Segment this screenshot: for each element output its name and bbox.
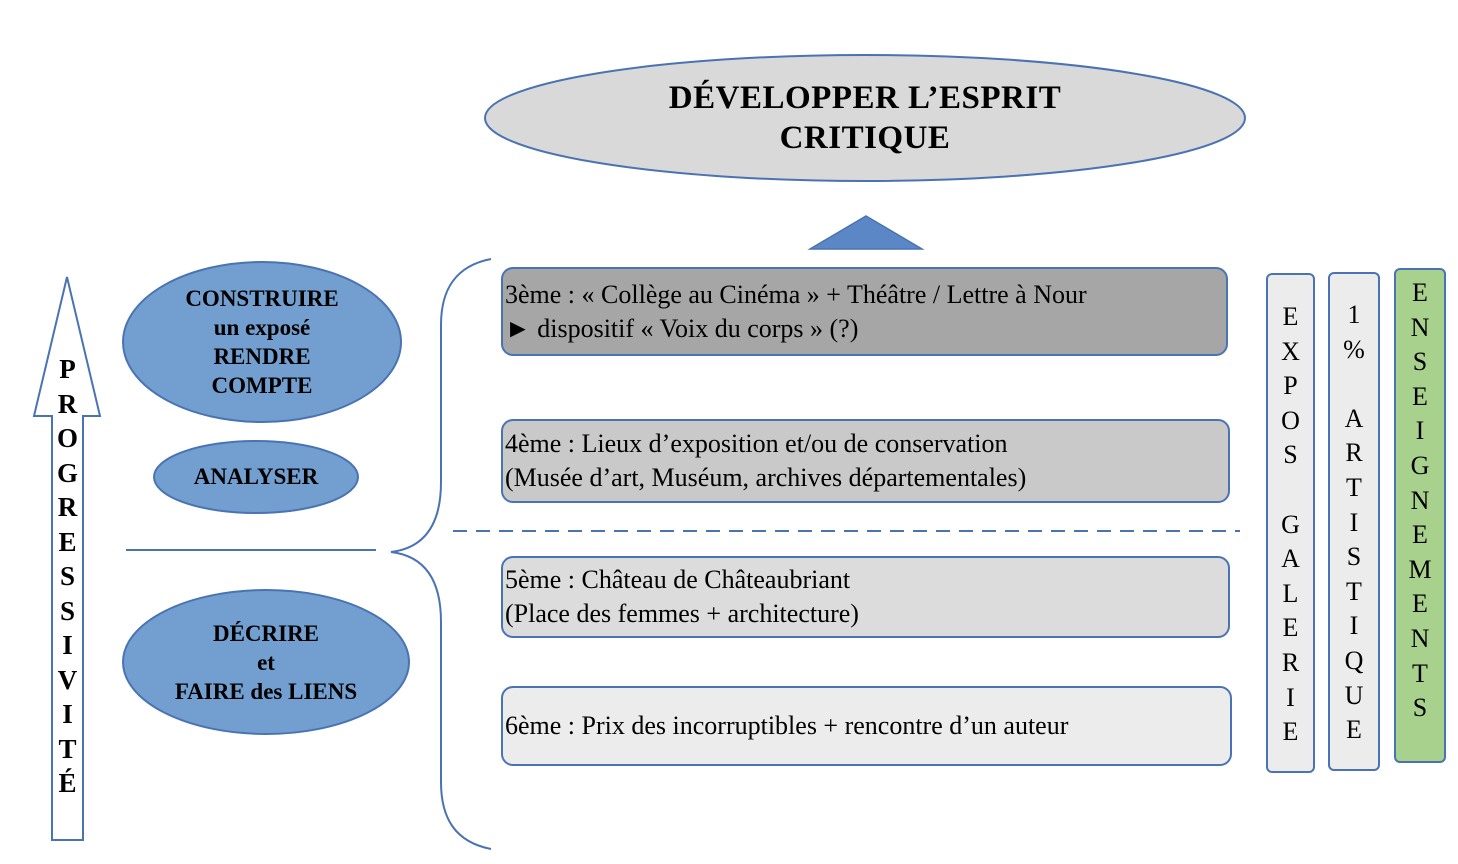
level-box-6eme: [501, 686, 1232, 766]
progression-letter: T: [58, 733, 77, 764]
title-line-1: DÉVELOPPER L’ESPRIT: [668, 80, 1062, 116]
progression-letter: I: [62, 699, 73, 729]
level-box-4eme: [501, 419, 1230, 503]
decrire-line-3: FAIRE des LIENS: [174, 679, 358, 704]
artistique-letter: T: [1346, 472, 1362, 502]
artistique-letter: T: [1346, 576, 1362, 606]
construire-line-1: CONSTRUIRE: [185, 286, 339, 311]
expos-galerie-letter: P: [1283, 371, 1298, 401]
expos-galerie-letter: L: [1282, 578, 1299, 608]
artistique-label: [1328, 298, 1380, 748]
artistique-letter: A: [1344, 403, 1364, 433]
enseignements-letter: T: [1412, 658, 1428, 688]
enseignements-letter: E: [1412, 381, 1428, 411]
expos-galerie-letter: E: [1282, 613, 1299, 643]
expos-galerie-letter: [1287, 473, 1294, 508]
progression-letter: R: [57, 492, 78, 522]
enseignements-letter: N: [1410, 485, 1430, 515]
expos-galerie-letter: R: [1281, 647, 1300, 677]
enseignements-letter: E: [1412, 278, 1428, 307]
expos-galerie-letter: X: [1281, 336, 1300, 366]
progression-letter: E: [58, 526, 77, 557]
artistique-letter: U: [1344, 680, 1364, 710]
construire-line-3: RENDRE: [213, 344, 311, 369]
enseignements-letter: N: [1410, 312, 1430, 342]
level-6eme-line-1: 6ème : Prix des incorruptibles + rencontre d’un auteur: [505, 711, 1069, 740]
artistique-letter: %: [1343, 334, 1365, 364]
expos-galerie-letter: A: [1281, 544, 1300, 574]
progression-letter: S: [59, 561, 76, 591]
progression-letter: R: [57, 388, 78, 419]
artistique-letter: I: [1349, 507, 1359, 537]
level-3eme-line-2: ► dispositif « Voix du corps » (?): [505, 313, 859, 343]
construire-line-4: COMPTE: [211, 373, 313, 398]
level-box-5eme: [501, 556, 1230, 638]
artistique-letter: E: [1346, 715, 1362, 745]
construire-label: [123, 284, 401, 400]
artistique-letter: Q: [1344, 645, 1364, 675]
progression-letter: É: [58, 768, 77, 798]
artistique-letter: 1: [1347, 300, 1361, 329]
expos-galerie-letter: G: [1281, 509, 1300, 539]
progression-letter: I: [62, 630, 73, 660]
title-line-2: CRITIQUE: [779, 120, 951, 156]
expos-galerie-label: [1266, 300, 1315, 750]
progression-label: [52, 352, 83, 801]
enseignements-letter: N: [1410, 623, 1430, 653]
enseignements-letter: S: [1412, 693, 1428, 723]
enseignements-letter: S: [1412, 347, 1428, 377]
construire-line-2: un exposé: [213, 315, 311, 340]
enseignements-letter: G: [1410, 450, 1430, 480]
expos-galerie-letter: S: [1283, 440, 1298, 470]
level-3eme-line-1: 3ème : « Collège au Cinéma » + Théâtre / Lettre à Nour: [505, 279, 1087, 309]
up-triangle: [810, 216, 922, 249]
level-5eme-line-1: 5ème : Château de Châteaubriant: [505, 565, 851, 594]
enseignements-letter: E: [1412, 589, 1428, 619]
enseignements-letter: E: [1412, 520, 1428, 550]
level-5eme-line-2: (Place des femmes + architecture): [505, 599, 859, 628]
expos-galerie-letter: O: [1281, 405, 1300, 435]
decrire-line-2: et: [257, 650, 275, 675]
artistique-letter: R: [1345, 438, 1363, 468]
expos-galerie-letter: E: [1282, 302, 1299, 331]
enseignements-letter: I: [1415, 416, 1425, 446]
artistique-letter: I: [1349, 611, 1359, 641]
page-title: [484, 78, 1246, 158]
enseignements-label: [1394, 276, 1446, 726]
artistique-letter: [1351, 367, 1358, 402]
analyser-label: [154, 462, 358, 491]
level-box-3eme: [501, 267, 1228, 356]
progression-letter: V: [57, 664, 78, 695]
analyser-text: ANALYSER: [193, 464, 319, 489]
level-4eme-line-1: 4ème : Lieux d’exposition et/ou de conservation: [505, 429, 1008, 458]
progression-letter: S: [59, 595, 76, 626]
expos-galerie-letter: E: [1282, 717, 1299, 747]
enseignements-letter: M: [1408, 554, 1432, 584]
curly-brace: [391, 259, 491, 849]
level-4eme-line-2: (Musée d’art, Muséum, archives départementales): [505, 463, 1027, 492]
decrire-line-1: DÉCRIRE: [212, 621, 320, 646]
progression-letter: P: [59, 354, 76, 384]
decrire-label: [123, 619, 409, 706]
expos-galerie-letter: I: [1286, 682, 1295, 712]
artistique-letter: S: [1346, 542, 1362, 572]
progression-letter: G: [56, 457, 78, 488]
progression-letter: O: [56, 423, 78, 453]
